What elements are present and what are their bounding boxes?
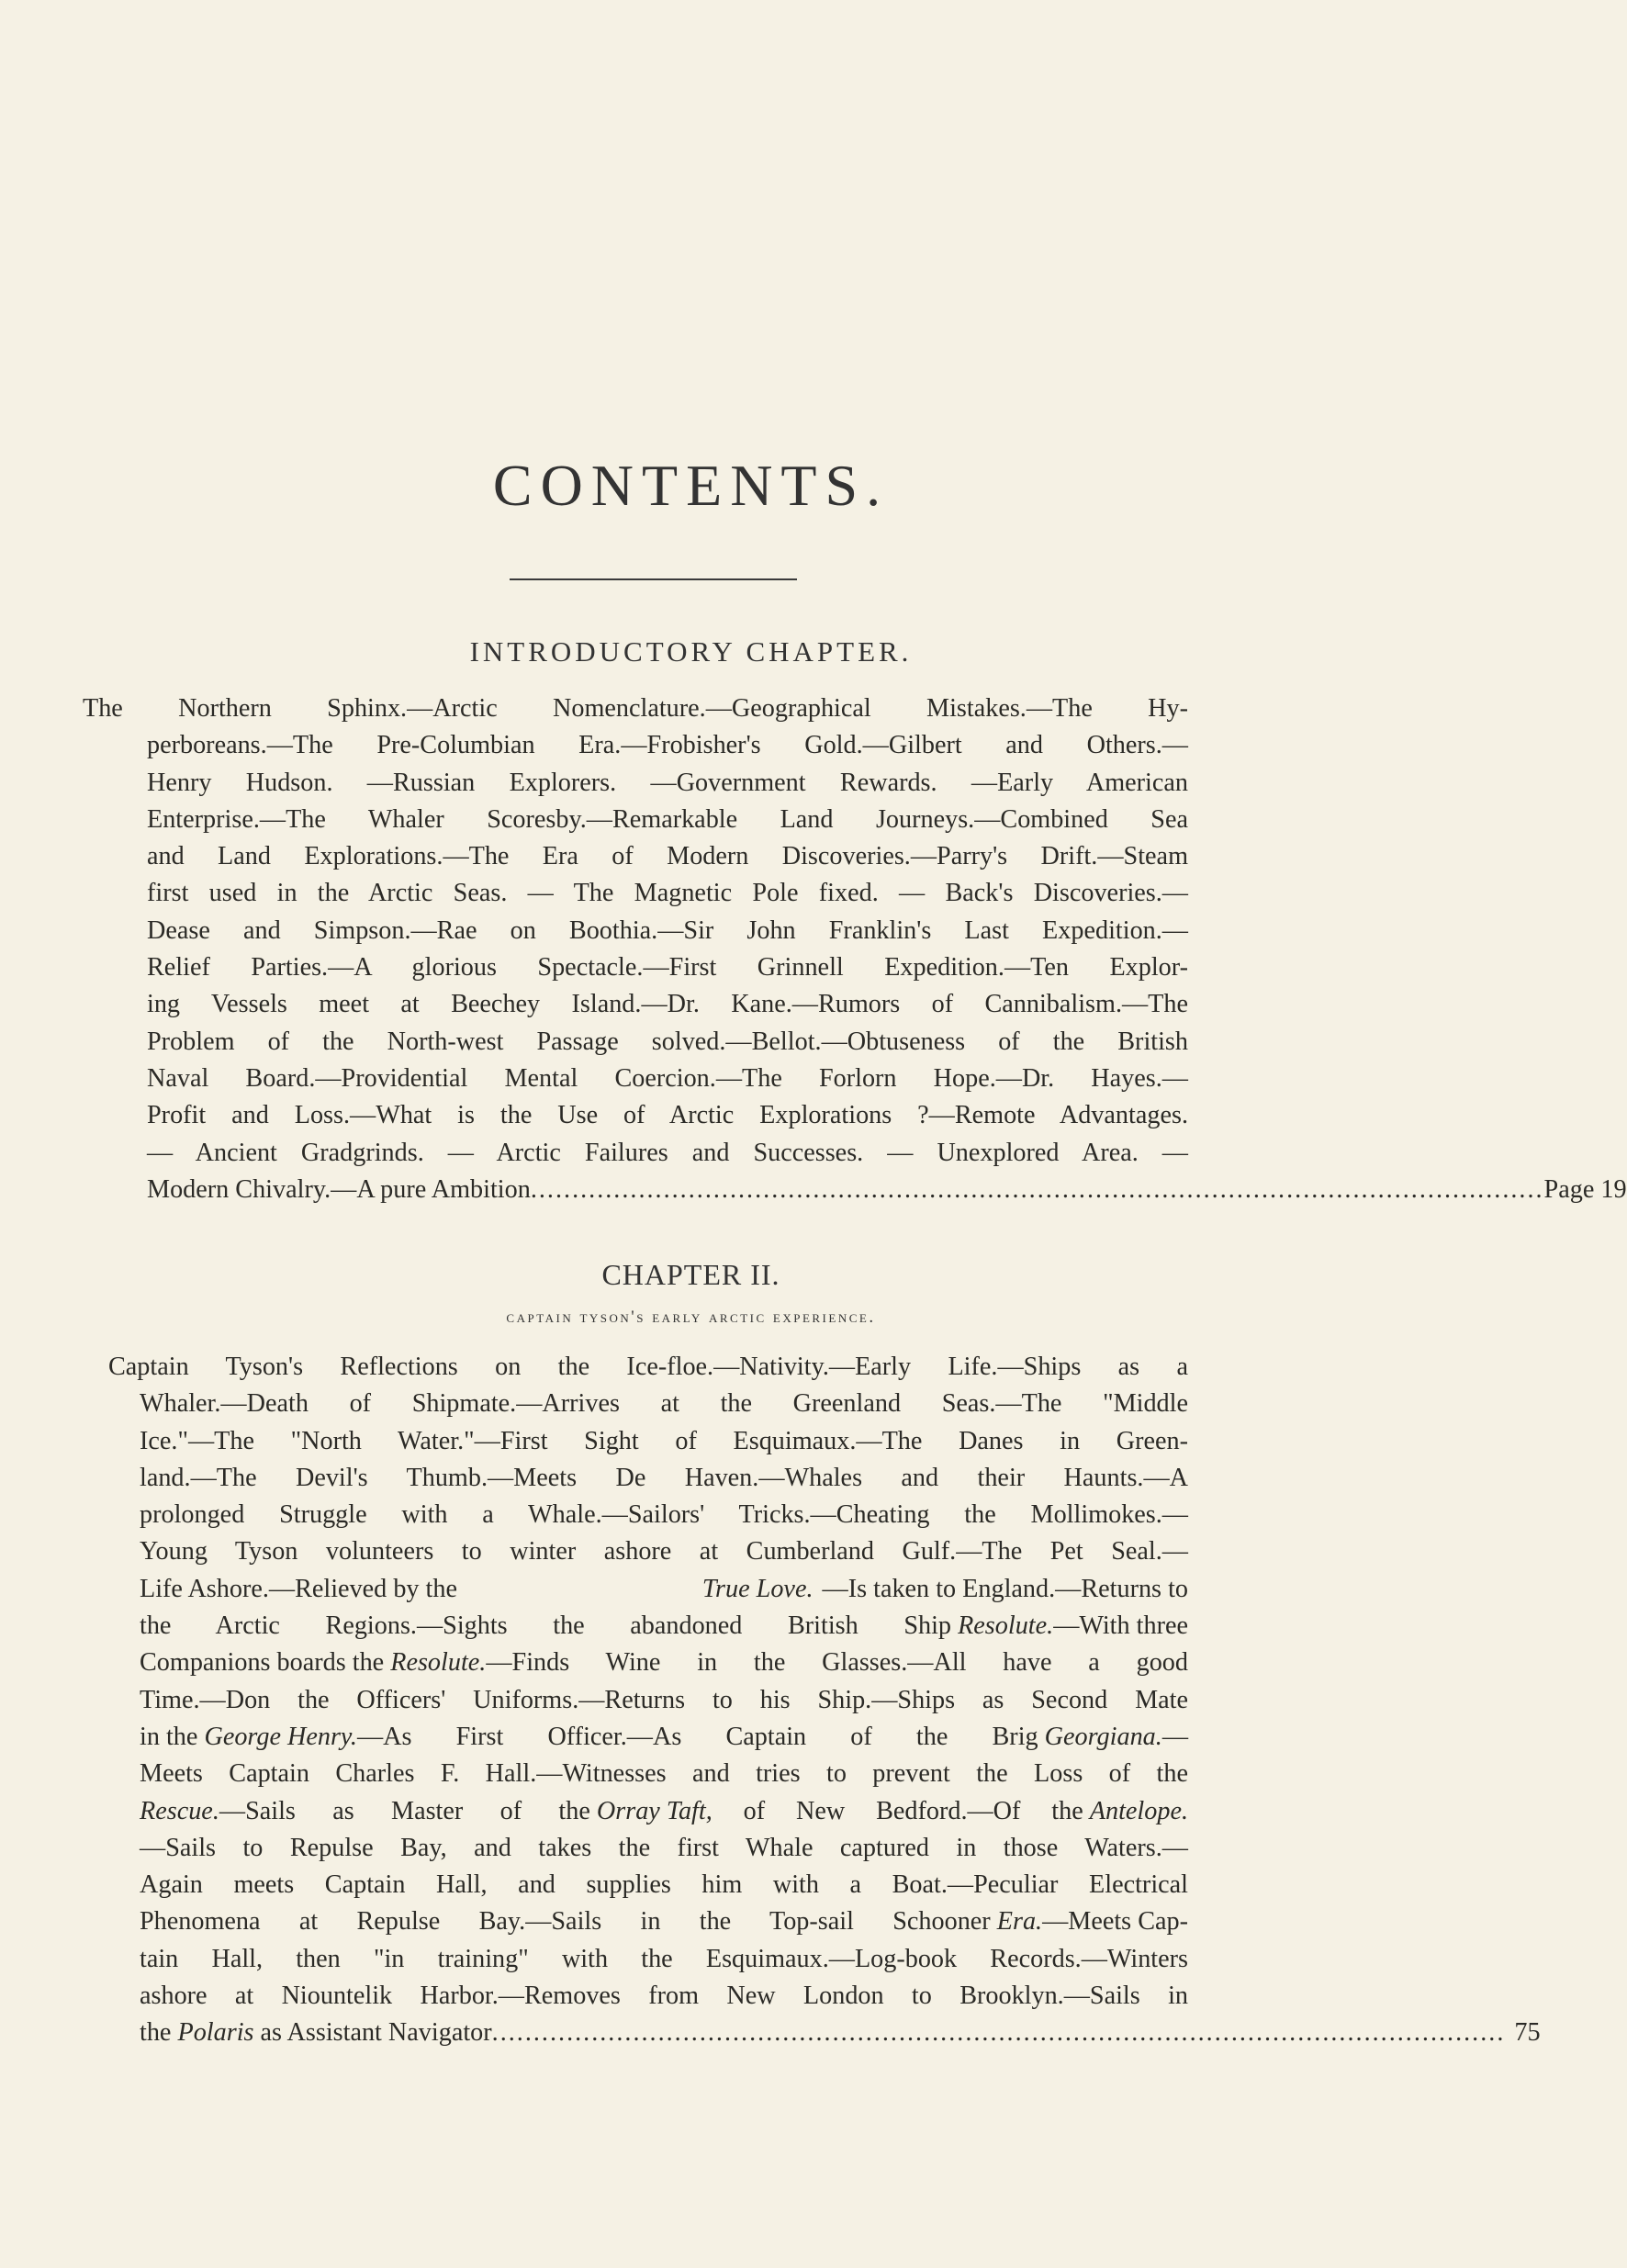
ship-name: Antelope. <box>1089 1796 1189 1825</box>
summary-text: as Assistant Navigator <box>253 2018 492 2048</box>
ship-name: True Love. <box>701 1574 814 1603</box>
chapter-two-heading: CHAPTER II. <box>601 1258 780 1291</box>
leader-dots: .......................................................................................................................... <box>491 2018 1506 2048</box>
summary-text: Phenomena at Repulse Bay.—Sails in the Top-sail Schooner <box>140 1907 997 1937</box>
summary-line: Dease and Simpson.—Rae on Boothia.—Sir John Franklin's Last Expedition.— <box>147 915 1188 945</box>
summary-text: the Arctic Regions.—Sights the abandoned British Ship <box>140 1611 959 1641</box>
summary-line: The Northern Sphinx.—Arctic Nomenclature.—Geographical Mistakes.—The Hy- <box>83 694 1188 723</box>
summary-text: — <box>1161 1722 1188 1751</box>
ship-name: Polaris <box>177 2018 254 2048</box>
chapter-two-summary <box>108 1349 1541 2052</box>
summary-text: —With three <box>1053 1611 1188 1641</box>
summary-line: —Sails to Repulse Bay, and takes the first Whale captured in those Waters.— <box>140 1833 1188 1862</box>
summary-line: Time.—Don the Officers' Uniforms.—Returns to his Ship.—Ships as Second Mate <box>140 1685 1188 1714</box>
summary-line: perboreans.—The Pre-Columbian Era.—Frobisher's Gold.—Gilbert and Others.— <box>147 731 1188 760</box>
summary-text: Life Ashore.—Relieved by the <box>140 1574 465 1603</box>
chapter-two-subheading: captain tyson's early arctic experience. <box>506 1308 876 1327</box>
ship-name: Georgiana. <box>1044 1722 1162 1751</box>
summary-line: Enterprise.—The Whaler Scoresby.—Remarkable Land Journeys.—Combined Sea <box>147 804 1188 834</box>
summary-line: first used in the Arctic Seas. — The Magnetic Pole fixed. — Back's Discoveries.— <box>147 879 1188 908</box>
ship-name: Resolute. <box>958 1611 1054 1641</box>
summary-text: —Is taken to England.—Returns to <box>822 1574 1188 1603</box>
summary-text: of New Bedford.—Of the <box>712 1796 1090 1825</box>
summary-text: —Meets Cap- <box>1042 1907 1188 1937</box>
introductory-chapter-summary <box>83 691 1627 1208</box>
summary-last-line <box>147 1172 1627 1208</box>
summary-line: tain Hall, then "in training" with the Esquimaux.—Log-book Records.—Winters <box>140 1944 1188 1973</box>
summary-line: Whaler.—Death of Shipmate.—Arrives at the Greenland Seas.—The "Middle <box>140 1389 1188 1419</box>
summary-line <box>140 1793 1188 1830</box>
summary-line: prolonged Struggle with a Whale.—Sailors' Tricks.—Cheating the Mollimokes.— <box>140 1500 1188 1530</box>
ship-name: George Henry. <box>204 1722 357 1751</box>
summary-text: —Sails as Master of the <box>219 1796 597 1825</box>
summary-last-text: Modern Chivalry.—A pure Ambition <box>147 1174 531 1204</box>
summary-line: Henry Hudson. —Russian Explorers. —Government Rewards. —Early American <box>147 768 1188 797</box>
ship-name: Rescue. <box>140 1796 219 1825</box>
summary-line: ashore at Niountelik Harbor.—Removes from New London to Brooklyn.—Sails in <box>140 1982 1188 2011</box>
summary-line: Meets Captain Charles F. Hall.—Witnesses and tries to prevent the Loss of the <box>140 1759 1188 1789</box>
summary-line: Young Tyson volunteers to winter ashore at Cumberland Gulf.—The Pet Seal.— <box>140 1537 1188 1566</box>
summary-line <box>140 1719 1188 1756</box>
summary-line: — Ancient Gradgrinds. — Arctic Failures and Successes. — Unexplored Area. — <box>147 1138 1188 1167</box>
summary-line: Captain Tyson's Reflections on the Ice-floe.—Nativity.—Early Life.—Ships as a <box>108 1353 1188 1381</box>
summary-line: Profit and Loss.—What is the Use of Arctic Explorations ?—Remote Advantages. <box>147 1101 1188 1130</box>
summary-text: in the <box>140 1722 205 1751</box>
summary-line: Again meets Captain Hall, and supplies him with a Boat.—Peculiar Electrical <box>140 1870 1188 1900</box>
summary-line: and Land Explorations.—The Era of Modern Discoveries.—Parry's Drift.—Steam <box>147 842 1188 871</box>
summary-text: the <box>140 2018 178 2048</box>
summary-line: ing Vessels meet at Beechey Island.—Dr. Kane.—Rumors of Cannibalism.—The <box>147 990 1188 1019</box>
summary-line: Ice."—The "North Water."—First Sight of Esquimaux.—The Danes in Green- <box>140 1426 1188 1455</box>
summary-line: Relief Parties.—A glorious Spectacle.—First Grinnell Expedition.—Ten Explor- <box>147 953 1188 982</box>
introductory-chapter-heading: INTRODUCTORY CHAPTER. <box>469 635 913 668</box>
page-title: CONTENTS. <box>492 453 890 518</box>
summary-line: Problem of the North-west Passage solved.—Bellot.—Obtuseness of the British <box>147 1027 1188 1056</box>
summary-line <box>140 1903 1188 1940</box>
summary-line: land.—The Devil's Thumb.—Meets De Haven.—Whales and their Haunts.—A <box>140 1463 1188 1492</box>
page-reference: Page 19 <box>1543 1174 1627 1204</box>
ship-name: Era. <box>996 1907 1043 1937</box>
summary-text: —Finds Wine in the Glasses.—All have a good <box>486 1648 1188 1678</box>
page-reference: 75 <box>1514 2018 1541 2048</box>
summary-line <box>140 1608 1188 1645</box>
ship-name: Resolute. <box>390 1648 487 1678</box>
summary-last-line <box>140 2015 1541 2051</box>
ship-name: Orray Taft, <box>596 1796 713 1825</box>
title-divider <box>510 578 797 580</box>
leader-dots: .......................................................................................................................... <box>530 1174 1544 1204</box>
summary-line: Naval Board.—Providential Mental Coercion.—The Forlorn Hope.—Dr. Hayes.— <box>147 1063 1188 1093</box>
summary-line <box>140 1645 1188 1681</box>
summary-text: Companions boards the <box>140 1648 391 1678</box>
summary-line <box>140 1571 1188 1608</box>
summary-text: —As First Officer.—As Captain of the Brig <box>356 1722 1045 1751</box>
